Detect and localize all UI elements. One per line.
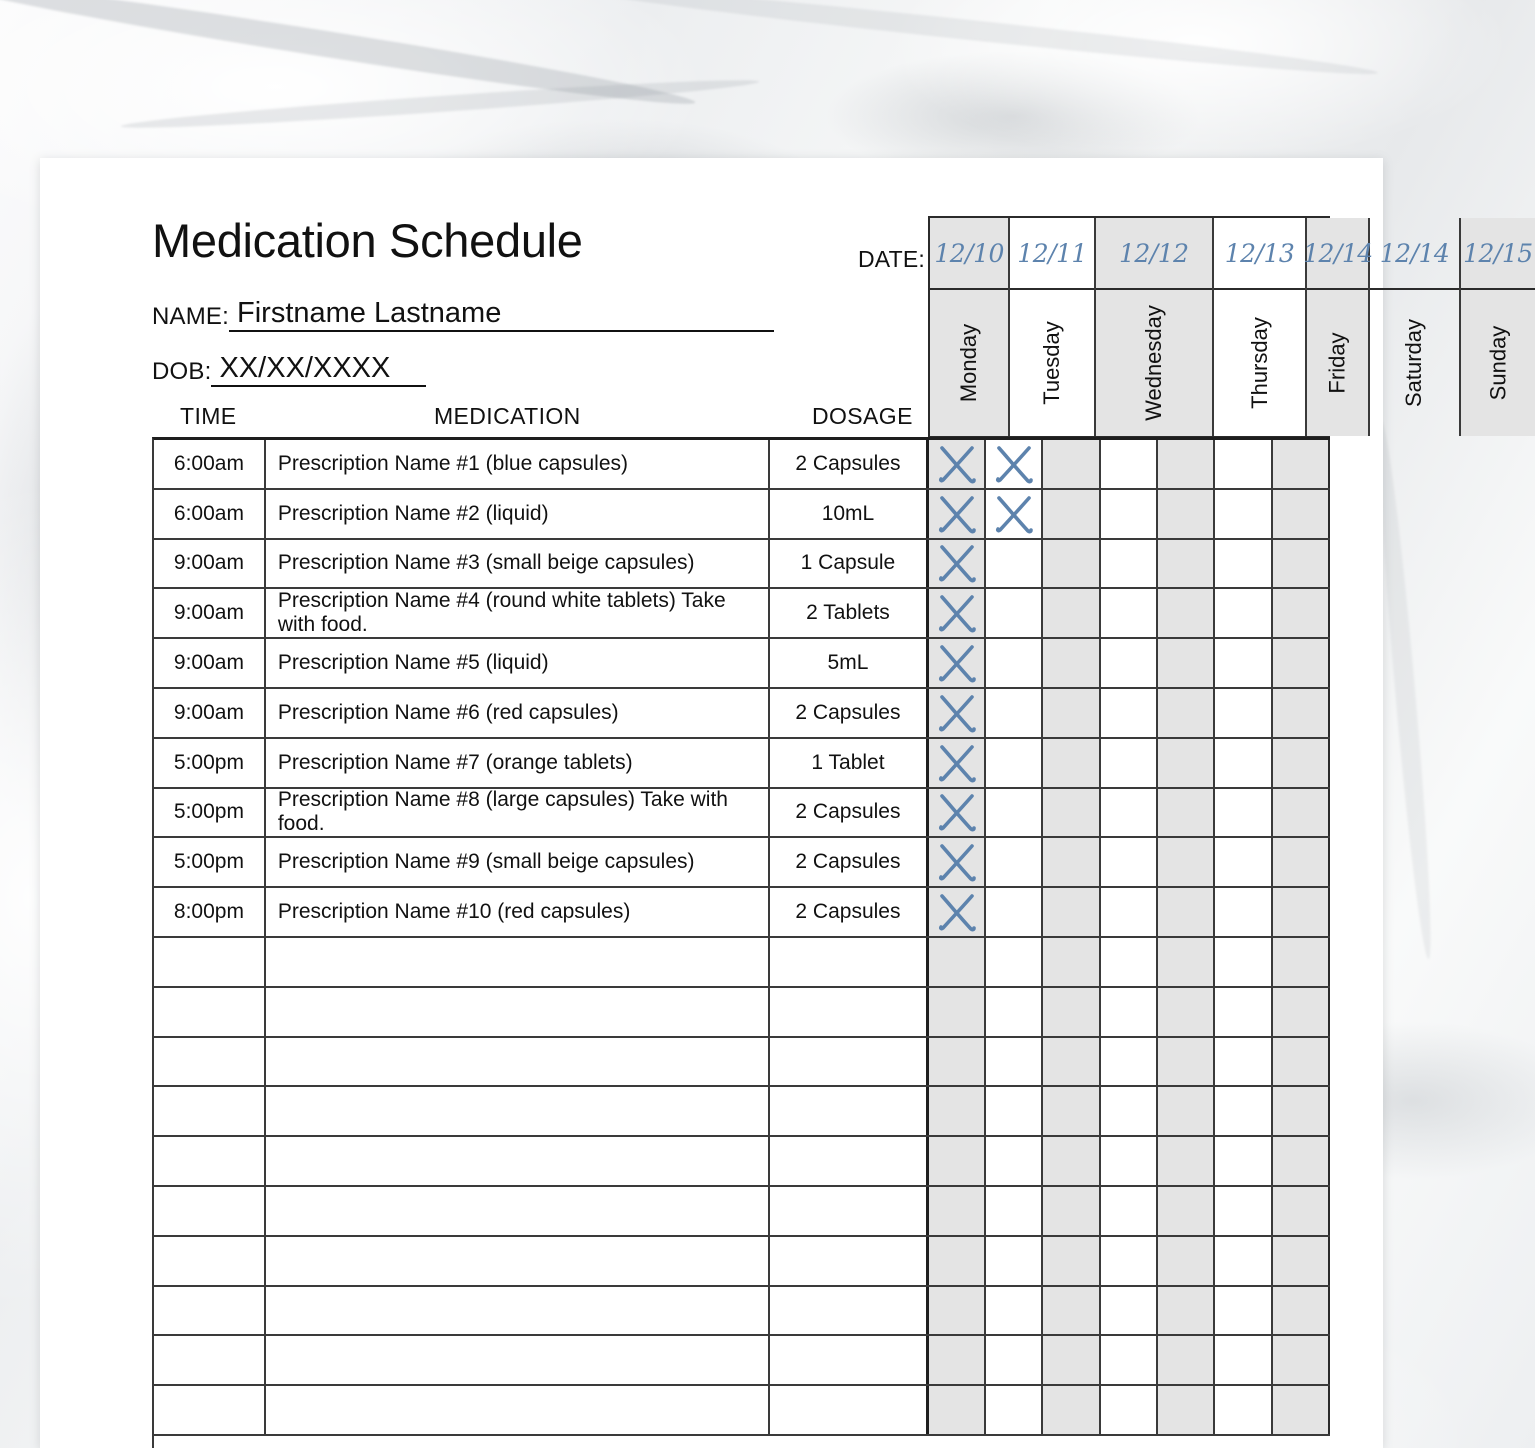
time-cell[interactable] — [154, 1336, 266, 1384]
medication-cell[interactable] — [266, 1336, 770, 1384]
check-cell-thursday[interactable] — [1101, 789, 1158, 837]
check-cell-friday[interactable] — [1158, 540, 1215, 588]
check-cell-friday[interactable] — [1158, 689, 1215, 737]
medication-cell[interactable] — [266, 1287, 770, 1335]
check-x-icon — [936, 791, 978, 833]
medication-cell[interactable]: Prescription Name #8 (large capsules) Take with food. — [266, 789, 770, 837]
check-cell-saturday[interactable] — [1215, 1237, 1272, 1285]
date-input-wednesday[interactable] — [1096, 218, 1212, 290]
check-x-icon — [936, 592, 978, 634]
column-caption-dosage: DOSAGE — [812, 403, 913, 429]
table-row — [154, 540, 1330, 590]
dosage-cell[interactable] — [770, 1087, 929, 1135]
check-cell-friday[interactable] — [1158, 589, 1215, 637]
check-cell-monday[interactable] — [929, 789, 986, 837]
table-row — [154, 440, 1330, 490]
weekday-label: Wednesday — [1140, 305, 1166, 421]
time-cell[interactable] — [154, 938, 266, 986]
table-row — [154, 639, 1330, 689]
check-cell-sunday[interactable] — [1273, 1386, 1330, 1434]
medication-cell[interactable]: Prescription Name #6 (red capsules) — [266, 689, 770, 737]
check-cell-monday[interactable] — [929, 1038, 986, 1086]
table-row — [154, 1038, 1330, 1088]
check-cell-friday[interactable] — [1158, 1386, 1215, 1434]
medication-cell[interactable] — [266, 1386, 770, 1434]
check-cell-monday[interactable] — [929, 540, 986, 588]
check-cell-monday[interactable] — [929, 1336, 986, 1384]
day-column-wednesday — [1096, 218, 1214, 436]
check-cell-friday[interactable] — [1158, 1336, 1215, 1384]
check-cell-thursday[interactable] — [1101, 1187, 1158, 1235]
day-column-sunday — [1461, 218, 1535, 436]
check-cell-sunday[interactable] — [1273, 1287, 1330, 1335]
check-cell-monday[interactable] — [929, 639, 986, 687]
check-cell-monday[interactable] — [929, 1287, 986, 1335]
check-cell-thursday[interactable] — [1101, 988, 1158, 1036]
check-cell-wednesday[interactable] — [1043, 440, 1100, 488]
check-cell-tuesday[interactable] — [986, 938, 1043, 986]
check-cell-tuesday[interactable] — [986, 540, 1043, 588]
weekday-label: Sunday — [1484, 325, 1510, 401]
check-cell-monday[interactable] — [929, 1386, 986, 1434]
check-cell-saturday[interactable] — [1215, 938, 1272, 986]
check-cell-saturday[interactable] — [1215, 1386, 1272, 1434]
day-header — [928, 216, 1533, 438]
check-cell-friday[interactable] — [1158, 938, 1215, 986]
dosage-cell[interactable]: 5mL — [770, 639, 929, 687]
weekday-name-cell — [1307, 290, 1368, 436]
medication-cell[interactable]: Prescription Name #4 (round white tablets) Take with food. — [266, 589, 770, 637]
name-field — [152, 298, 774, 332]
check-cell-saturday[interactable] — [1215, 988, 1272, 1036]
medication-cell[interactable]: Prescription Name #10 (red capsules) — [266, 888, 770, 936]
table-row — [154, 988, 1330, 1038]
day-column-thursday — [1214, 218, 1308, 436]
weekday-name-cell — [930, 290, 1008, 436]
check-cell-friday[interactable] — [1158, 1038, 1215, 1086]
dosage-cell[interactable] — [770, 988, 929, 1036]
check-cell-saturday[interactable] — [1215, 589, 1272, 637]
check-cell-saturday[interactable] — [1215, 1287, 1272, 1335]
check-cell-tuesday[interactable] — [986, 440, 1043, 488]
date-value: 12/13 — [1224, 238, 1295, 268]
check-cell-sunday[interactable] — [1273, 1187, 1330, 1235]
check-cell-monday[interactable] — [929, 1087, 986, 1135]
check-x-icon — [936, 542, 978, 584]
check-cell-thursday[interactable] — [1101, 589, 1158, 637]
date-label: DATE: — [858, 246, 926, 272]
check-cell-saturday[interactable] — [1215, 490, 1272, 538]
check-cell-wednesday[interactable] — [1043, 1386, 1100, 1434]
check-cell-thursday[interactable] — [1101, 1137, 1158, 1185]
page-title: Medication Schedule — [152, 214, 583, 267]
check-cell-wednesday[interactable] — [1043, 888, 1100, 936]
check-cell-thursday[interactable] — [1101, 1336, 1158, 1384]
date-input-sunday[interactable] — [1461, 218, 1535, 290]
check-cell-wednesday[interactable] — [1043, 540, 1100, 588]
medication-cell[interactable]: Prescription Name #3 (small beige capsules) — [266, 540, 770, 588]
time-cell[interactable] — [154, 1237, 266, 1285]
check-cell-wednesday[interactable] — [1043, 589, 1100, 637]
check-cell-wednesday[interactable] — [1043, 938, 1100, 986]
check-cell-wednesday[interactable] — [1043, 1087, 1100, 1135]
check-cell-saturday[interactable] — [1215, 689, 1272, 737]
check-cell-friday[interactable] — [1158, 1137, 1215, 1185]
date-input-saturday[interactable] — [1370, 218, 1458, 290]
check-cell-thursday[interactable] — [1101, 490, 1158, 538]
table-row — [154, 1137, 1330, 1187]
check-x-icon — [936, 443, 978, 485]
check-cell-sunday[interactable] — [1273, 938, 1330, 986]
check-cell-friday[interactable] — [1158, 739, 1215, 787]
check-cell-wednesday[interactable] — [1043, 1187, 1100, 1235]
dosage-cell[interactable] — [770, 1187, 929, 1235]
check-cell-tuesday[interactable] — [986, 838, 1043, 886]
name-label: NAME: — [152, 303, 230, 331]
check-cell-sunday[interactable] — [1273, 1137, 1330, 1185]
check-cell-monday[interactable] — [929, 739, 986, 787]
check-cell-tuesday[interactable] — [986, 1336, 1043, 1384]
check-cell-wednesday[interactable] — [1043, 1336, 1100, 1384]
table-row — [154, 1187, 1330, 1237]
dosage-cell[interactable] — [770, 938, 929, 986]
time-cell[interactable]: 8:00pm — [154, 888, 266, 936]
time-cell[interactable] — [154, 1187, 266, 1235]
table-row — [154, 689, 1330, 739]
check-cell-thursday[interactable] — [1101, 540, 1158, 588]
check-cell-wednesday[interactable] — [1043, 739, 1100, 787]
weekday-label: Saturday — [1401, 318, 1427, 408]
day-column-monday — [930, 218, 1010, 436]
check-x-icon — [993, 443, 1035, 485]
column-caption-medication: MEDICATION — [434, 403, 581, 429]
check-cell-tuesday[interactable] — [986, 739, 1043, 787]
date-input-tuesday[interactable] — [1010, 218, 1094, 290]
check-cell-friday[interactable] — [1158, 639, 1215, 687]
table-row — [154, 838, 1330, 888]
table-row — [154, 739, 1330, 789]
check-cell-saturday[interactable] — [1215, 440, 1272, 488]
check-cell-sunday[interactable] — [1273, 540, 1330, 588]
check-x-icon — [936, 493, 978, 535]
dob-label: DOB: — [152, 358, 212, 386]
check-cell-friday[interactable] — [1158, 1237, 1215, 1285]
table-row — [154, 1087, 1330, 1137]
check-cell-sunday[interactable] — [1273, 639, 1330, 687]
check-cell-thursday[interactable] — [1101, 689, 1158, 737]
medication-cell[interactable] — [266, 1237, 770, 1285]
dosage-cell[interactable]: 2 Capsules — [770, 888, 929, 936]
medication-cell[interactable] — [266, 988, 770, 1036]
dosage-cell[interactable]: 2 Capsules — [770, 838, 929, 886]
check-cell-tuesday[interactable] — [986, 1187, 1043, 1235]
dosage-cell[interactable]: 2 Tablets — [770, 589, 929, 637]
check-cell-sunday[interactable] — [1273, 1038, 1330, 1086]
check-cell-thursday[interactable] — [1101, 838, 1158, 886]
time-cell[interactable] — [154, 988, 266, 1036]
check-cell-tuesday[interactable] — [986, 689, 1043, 737]
check-cell-wednesday[interactable] — [1043, 1137, 1100, 1185]
check-cell-monday[interactable] — [929, 1137, 986, 1185]
table-row — [154, 1287, 1330, 1337]
weekday-name-cell — [1010, 290, 1094, 436]
dosage-cell[interactable]: 10mL — [770, 490, 929, 538]
check-cell-tuesday[interactable] — [986, 490, 1043, 538]
medication-cell[interactable] — [266, 1137, 770, 1185]
check-cell-monday[interactable] — [929, 490, 986, 538]
weekday-label: Friday — [1324, 332, 1350, 394]
check-cell-wednesday[interactable] — [1043, 1287, 1100, 1335]
check-cell-thursday[interactable] — [1101, 938, 1158, 986]
dosage-cell[interactable] — [770, 1386, 929, 1434]
table-row — [154, 1237, 1330, 1287]
check-cell-thursday[interactable] — [1101, 739, 1158, 787]
weekday-label: Monday — [956, 323, 982, 403]
check-cell-saturday[interactable] — [1215, 888, 1272, 936]
check-cell-saturday[interactable] — [1215, 739, 1272, 787]
column-caption-time: TIME — [180, 403, 237, 429]
table-row — [154, 1336, 1330, 1386]
check-cell-friday[interactable] — [1158, 1287, 1215, 1335]
dosage-cell[interactable] — [770, 1237, 929, 1285]
check-cell-wednesday[interactable] — [1043, 490, 1100, 538]
time-cell[interactable]: 6:00am — [154, 440, 266, 488]
check-cell-thursday[interactable] — [1101, 1038, 1158, 1086]
check-cell-monday[interactable] — [929, 440, 986, 488]
time-cell[interactable]: 5:00pm — [154, 838, 266, 886]
dob-field — [152, 353, 426, 387]
date-value: 12/12 — [1118, 238, 1189, 268]
check-x-icon — [936, 841, 978, 883]
check-cell-tuesday[interactable] — [986, 639, 1043, 687]
dosage-cell[interactable] — [770, 1287, 929, 1335]
check-cell-tuesday[interactable] — [986, 1386, 1043, 1434]
weekday-name-cell — [1214, 290, 1306, 436]
time-cell[interactable] — [154, 1137, 266, 1185]
check-cell-tuesday[interactable] — [986, 589, 1043, 637]
medication-cell[interactable] — [266, 1087, 770, 1135]
dosage-cell[interactable]: 1 Tablet — [770, 739, 929, 787]
check-cell-tuesday[interactable] — [986, 888, 1043, 936]
date-value: 12/14 — [1379, 238, 1450, 268]
check-cell-thursday[interactable] — [1101, 1386, 1158, 1434]
check-cell-monday[interactable] — [929, 1237, 986, 1285]
table-row — [154, 589, 1330, 639]
check-cell-friday[interactable] — [1158, 1187, 1215, 1235]
table-row — [154, 490, 1330, 540]
check-cell-wednesday[interactable] — [1043, 838, 1100, 886]
check-cell-sunday[interactable] — [1273, 988, 1330, 1036]
medication-cell[interactable]: Prescription Name #1 (blue capsules) — [266, 440, 770, 488]
medication-cell[interactable]: Prescription Name #7 (orange tablets) — [266, 739, 770, 787]
check-cell-monday[interactable] — [929, 838, 986, 886]
check-cell-saturday[interactable] — [1215, 639, 1272, 687]
check-cell-saturday[interactable] — [1215, 1336, 1272, 1384]
date-value: 12/10 — [934, 238, 1004, 268]
check-cell-monday[interactable] — [929, 888, 986, 936]
dosage-cell[interactable]: 2 Capsules — [770, 689, 929, 737]
check-x-icon — [993, 493, 1035, 535]
medication-cell[interactable]: Prescription Name #2 (liquid) — [266, 490, 770, 538]
check-cell-monday[interactable] — [929, 988, 986, 1036]
check-cell-monday[interactable] — [929, 1187, 986, 1235]
check-cell-friday[interactable] — [1158, 789, 1215, 837]
check-cell-sunday[interactable] — [1273, 838, 1330, 886]
medication-cell[interactable] — [266, 1038, 770, 1086]
time-cell[interactable]: 9:00am — [154, 639, 266, 687]
dob-input[interactable]: XX/XX/XXXX — [211, 353, 426, 387]
check-cell-friday[interactable] — [1158, 838, 1215, 886]
check-cell-wednesday[interactable] — [1043, 1237, 1100, 1285]
check-cell-saturday[interactable] — [1215, 1087, 1272, 1135]
weekday-name-cell — [1461, 290, 1535, 436]
check-cell-sunday[interactable] — [1273, 1237, 1330, 1285]
check-cell-sunday[interactable] — [1273, 490, 1330, 538]
column-captions — [152, 403, 927, 437]
table-row — [154, 888, 1330, 938]
weekday-label: Thursday — [1246, 317, 1272, 409]
dosage-cell[interactable] — [770, 1038, 929, 1086]
time-cell[interactable]: 5:00pm — [154, 789, 266, 837]
time-cell[interactable]: 9:00am — [154, 589, 266, 637]
date-input-monday[interactable] — [930, 218, 1008, 290]
time-cell[interactable] — [154, 1038, 266, 1086]
weekday-name-cell — [1096, 290, 1212, 436]
check-cell-wednesday[interactable] — [1043, 639, 1100, 687]
schedule-grid — [152, 437, 1330, 1448]
check-cell-sunday[interactable] — [1273, 689, 1330, 737]
table-row — [154, 789, 1330, 839]
check-x-icon — [936, 891, 978, 933]
time-cell[interactable]: 5:00pm — [154, 739, 266, 787]
check-x-icon — [936, 692, 978, 734]
check-cell-tuesday[interactable] — [986, 1087, 1043, 1135]
day-column-saturday — [1370, 218, 1460, 436]
check-cell-wednesday[interactable] — [1043, 789, 1100, 837]
check-cell-sunday[interactable] — [1273, 589, 1330, 637]
check-cell-sunday[interactable] — [1273, 440, 1330, 488]
check-cell-tuesday[interactable] — [986, 789, 1043, 837]
check-cell-saturday[interactable] — [1215, 540, 1272, 588]
date-input-friday[interactable] — [1303, 218, 1373, 290]
weekday-label: Tuesday — [1039, 321, 1065, 405]
check-cell-saturday[interactable] — [1215, 838, 1272, 886]
check-cell-tuesday[interactable] — [986, 1038, 1043, 1086]
time-cell[interactable] — [154, 1386, 266, 1434]
check-cell-thursday[interactable] — [1101, 440, 1158, 488]
check-cell-wednesday[interactable] — [1043, 689, 1100, 737]
name-input[interactable]: Firstname Lastname — [229, 298, 774, 332]
paper-sheet — [40, 158, 1533, 1448]
time-cell[interactable]: 9:00am — [154, 540, 266, 588]
medication-cell[interactable]: Prescription Name #5 (liquid) — [266, 639, 770, 687]
check-cell-wednesday[interactable] — [1043, 988, 1100, 1036]
check-cell-saturday[interactable] — [1215, 1137, 1272, 1185]
check-cell-saturday[interactable] — [1215, 789, 1272, 837]
check-cell-monday[interactable] — [929, 938, 986, 986]
check-cell-tuesday[interactable] — [986, 1137, 1043, 1185]
check-cell-friday[interactable] — [1158, 1087, 1215, 1135]
dosage-cell[interactable] — [770, 1137, 929, 1185]
check-cell-friday[interactable] — [1158, 988, 1215, 1036]
date-value: 12/15 — [1463, 238, 1533, 268]
medication-cell[interactable] — [266, 1187, 770, 1235]
check-cell-friday[interactable] — [1158, 490, 1215, 538]
check-cell-saturday[interactable] — [1215, 1038, 1272, 1086]
check-cell-sunday[interactable] — [1273, 739, 1330, 787]
check-cell-tuesday[interactable] — [986, 988, 1043, 1036]
table-row — [154, 1386, 1330, 1436]
check-cell-thursday[interactable] — [1101, 1237, 1158, 1285]
date-value: 12/11 — [1017, 238, 1087, 268]
dosage-cell[interactable]: 1 Capsule — [770, 540, 929, 588]
time-cell[interactable]: 9:00am — [154, 689, 266, 737]
check-cell-thursday[interactable] — [1101, 639, 1158, 687]
dosage-cell[interactable] — [770, 1336, 929, 1384]
check-cell-thursday[interactable] — [1101, 1087, 1158, 1135]
table-row — [154, 938, 1330, 988]
check-cell-monday[interactable] — [929, 689, 986, 737]
check-cell-sunday[interactable] — [1273, 789, 1330, 837]
check-cell-tuesday[interactable] — [986, 1237, 1043, 1285]
check-cell-monday[interactable] — [929, 589, 986, 637]
check-x-icon — [936, 642, 978, 684]
day-column-friday — [1303, 218, 1373, 436]
day-column-tuesday — [1010, 218, 1096, 436]
check-cell-thursday[interactable] — [1101, 888, 1158, 936]
weekday-name-cell — [1370, 290, 1458, 436]
date-input-thursday[interactable] — [1214, 218, 1306, 290]
time-cell[interactable] — [154, 1287, 266, 1335]
check-x-icon — [936, 742, 978, 784]
check-cell-thursday[interactable] — [1101, 1287, 1158, 1335]
time-cell[interactable]: 6:00am — [154, 490, 266, 538]
check-cell-sunday[interactable] — [1273, 1087, 1330, 1135]
check-cell-saturday[interactable] — [1215, 1187, 1272, 1235]
check-cell-sunday[interactable] — [1273, 888, 1330, 936]
dosage-cell[interactable]: 2 Capsules — [770, 789, 929, 837]
check-cell-friday[interactable] — [1158, 440, 1215, 488]
dosage-cell[interactable]: 2 Capsules — [770, 440, 929, 488]
check-cell-sunday[interactable] — [1273, 1336, 1330, 1384]
medication-cell[interactable]: Prescription Name #9 (small beige capsules) — [266, 838, 770, 886]
check-cell-wednesday[interactable] — [1043, 1038, 1100, 1086]
check-cell-tuesday[interactable] — [986, 1287, 1043, 1335]
time-cell[interactable] — [154, 1087, 266, 1135]
date-value: 12/14 — [1303, 238, 1373, 268]
medication-cell[interactable] — [266, 938, 770, 986]
check-cell-friday[interactable] — [1158, 888, 1215, 936]
